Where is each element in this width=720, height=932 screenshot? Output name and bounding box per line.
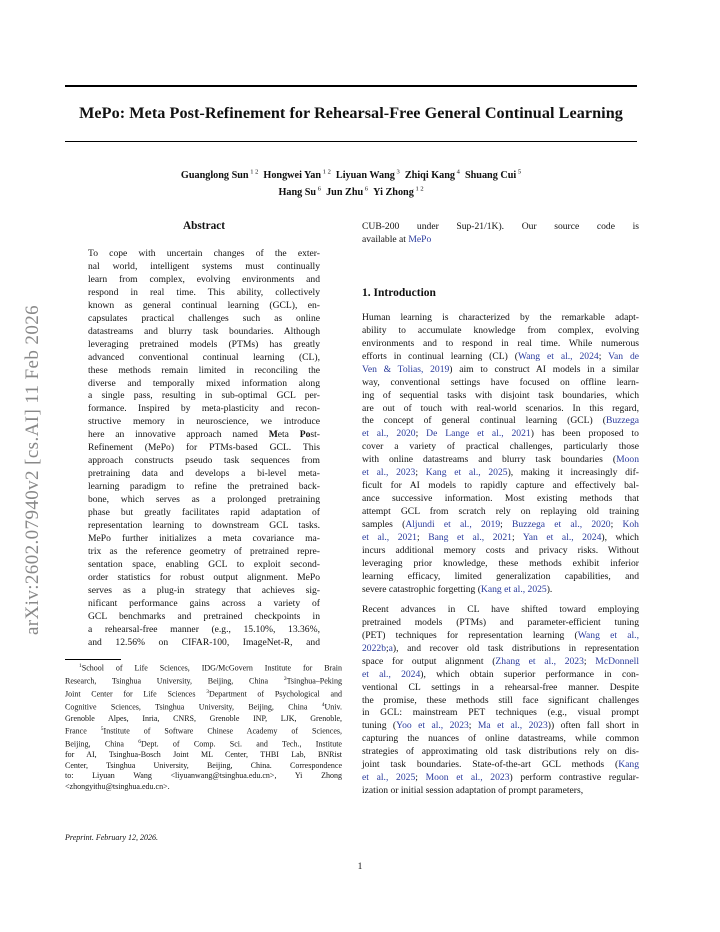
author-line-1 [120,166,582,182]
author-name: Yi Zhong $^{1 2}$ [373,185,424,198]
abstract-line: bone, which serves as a prolonged pretraining [88,494,320,506]
abstract-line: Refinement (MePo) for PTMs-based GCL. This [88,442,320,454]
citation-link[interactable]: Buzzega et al., 2020 [512,519,611,531]
introduction-line: Recent advances in CL have shifted toward employing [362,603,639,615]
abstract-line: representation learning to downstream GCL tasks. [88,520,320,532]
introduction-line: et al., 2020; De Lange et al., 2021) has been proposed to [362,428,639,440]
author-affiliation: 1 2 [321,169,331,176]
author-name: Shuang Cui $^5$ [464,169,522,182]
source-code-link[interactable]: MePo [408,233,432,245]
introduction-line: in GCL: mainstream PET techniques (e.g., visual prompt [362,707,639,719]
citation-link[interactable]: et al., 2024 [362,668,421,680]
citation-link[interactable]: et al., 2025 [362,772,416,784]
introduction-line: ficult for AI models to rapidly capture and effectively bal- [362,480,639,492]
introduction-line: cover a variety of practical challenges, particularly those [362,441,639,453]
citation-link[interactable]: Moon [616,454,639,466]
abstract-line: and 12.56% on CIFAR-100, ImageNet-R, and [88,636,320,648]
footnote-line: <zhongyithu@tsinghua.edu.cn>. [65,781,170,791]
introduction-line: samples (Aljundi et al., 2019; Buzzega et al., 2020; Koh [362,519,639,531]
abstract-line: these methods remain limited in reconciling the [88,364,320,376]
introduction-line: strategies of approximating old task distributions rely on dis- [362,746,639,758]
preprint-note: Preprint. February 12, 2026. [65,833,159,842]
introduction-line: (PET) techniques for representation learning (Wang et al., [362,629,639,641]
introduction-paragraph-1 [362,312,639,597]
introduction-line: leveraging prior knowledge, these methods exhibit inferior [362,557,639,569]
abstract-line: learning paradigm to refine the pretrained back- [88,481,320,493]
introduction-line: attempt GCL from scratch rely on replaying old training [362,506,639,518]
introduction-line: incurs additional memory costs and privacy risks. Without [362,545,639,557]
introduction-line: et al., 2024), which obtain superior performance in con- [362,668,639,680]
citation-link[interactable]: et al., 2023 [362,467,416,479]
introduction-line: ability to accumulate knowledge from complex, evolving [362,324,639,336]
citation-link[interactable]: Moon et al., 2023 [425,772,510,784]
citation-link[interactable]: McDonnell [595,655,639,667]
footnote-line: Joint Center for Life Sciences $^3$Department of Psychological and [65,689,342,699]
citation-link[interactable]: De Lange et al., 2021 [426,428,531,440]
introduction-line: the promise, these methods still face significant challenges [362,694,639,706]
introduction-line: et al., 2023; Kang et al., 2025), making it increasingly dif- [362,467,639,479]
author-line-2 [120,182,582,198]
abstract-continuation [362,221,639,247]
introduction-line: capturing the nuances of online datastreams, while common [362,733,639,745]
author-name: Liyuan Wang $^3$ [335,169,400,182]
introduction-line: ance successive information. Most existing methods that [362,493,639,505]
abstract-line: order statistics for robust output alignment. MePo [88,571,320,583]
citation-link[interactable]: Wang et al., [577,629,639,641]
abstract-line: available at MePo [362,233,432,245]
abstract-line: nificant performance gains across a variety of [88,597,320,609]
author-name: Jun Zhu $^6$ [326,185,369,198]
introduction-line: with online datastreams and blurry task boundaries (Moon [362,454,639,466]
citation-link[interactable]: Koh [622,519,639,531]
abstract-line: advanced conventional continual learning (CL), [88,351,320,363]
abstract-line: datastreams and blurry task boundaries. Although [88,325,320,337]
abstract-line: phase but greatly facilitates rapid adaptation of [88,507,320,519]
abstract-line: serves as a plug-in strategy that achieves sig- [88,584,320,596]
introduction-line: learning efficacy, limited generalization capabilities, and [362,570,639,582]
citation-link[interactable]: Ma et al., 2023 [477,720,548,732]
abstract-line: known as general continual learning (GCL), en- [88,299,320,311]
footnote-line: to: Liyuan Wang <liyuanwang@tsinghua.edu.cn>, Yi Zhong [65,771,342,781]
footnote-line: Research, Tsinghua University, Beijing, China $^2$Tsinghua–Peking [65,676,342,686]
abstract-line: To cope with uncertain changes of the exter- [88,248,320,259]
title-bottom-rule [65,141,637,142]
abstract-line: a single pass, resulting in sub-optimal GCL per- [88,390,320,402]
citation-link[interactable]: Aljundi et al., 2019 [405,519,501,531]
author-name: Guanglong Sun $^{1 2}$ [180,169,259,182]
introduction-line: efforts in continual learning (CL) (Wang et al., 2024; Van de [362,350,640,362]
title-top-rule [65,85,637,87]
citation-link[interactable]: Bang et al., 2021 [428,532,512,544]
author-affiliation: 1 2 [248,169,259,176]
introduction-line: pretrained models (PTMs) and parameter-efficient tuning [362,616,639,628]
right-column [362,221,639,798]
citation-link[interactable]: 2022b [362,642,386,654]
author-affiliation: 3 [394,169,400,176]
introduction-line: are out of touch with real-world scenarios. In this regard, [362,402,639,414]
abstract-line: capsulates practical challenges such as online [88,312,320,324]
abstract-line: approach constructs pseudo task sequences from [88,455,320,467]
introduction-line: Ven & Tolias, 2019) aim to construct AI models in a similar [362,363,639,375]
author-affiliation: 4 [455,169,460,176]
author-name: Zhiqi Kang $^4$ [404,169,460,182]
citation-link[interactable]: et al., 2021 [362,532,417,544]
footnote-line: Beijing, China $^6$Dept. of Comp. Sci. and Tech., Institute [65,739,342,749]
author-list [120,166,582,199]
introduction-line: the concept of general continual learning (GCL) (Buzzega [362,415,639,427]
citation-link[interactable]: Kang et al., 2025 [425,467,508,479]
abstract-line: pretraining data and develops a bi-level meta- [88,468,320,480]
author-affiliation: 6 [363,185,369,193]
abstract-line: CUB-200 under Sup-21/1K). Our source code is [362,221,639,232]
paper-title: MePo: Meta Post-Refinement for Rehearsal-Free General Continual Learning [79,104,623,122]
citation-link[interactable]: Van de [608,350,640,362]
arxiv-identifier-text: arXiv:2602.07940v2 [cs.AI] 11 Feb 2026 [22,304,43,636]
introduction-line: space for output alignment (Zhang et al., 2023; McDonnell [362,655,639,667]
author-affiliation: 6 [316,185,321,193]
citation-link[interactable]: Yan et al., 2024 [522,532,602,544]
abstract-line: diverse and temporally mixed information along [88,377,320,389]
citation-link[interactable]: Buzzega [605,415,639,427]
author-name: Hang Su $^6$ [278,185,321,198]
abstract-body [88,248,320,650]
citation-link[interactable]: Wang et al., 2024 [517,350,599,362]
introduction-line: ization or initial session adaptation of prompt parameters, [362,785,584,797]
author-name: Hongwei Yan $^{1 2}$ [263,169,331,182]
abstract-line: structive memory in neuroscience, we introduce [88,416,320,428]
introduction-line: severe catastrophic forgetting (Kang et al., 2025). [362,583,553,595]
citation-link[interactable]: Kang et al., 2025 [480,583,547,595]
citation-link[interactable]: Ven & Tolias, 2019 [362,363,450,375]
introduction-line: et al., 2025; Moon et al., 2023) perform contrastive regular- [362,772,639,784]
abstract-line: a rehearsal-free manner (e.g., 15.10%, 13.36%, [88,623,320,635]
abstract-line: learn from complex, evolving environments and [88,273,320,285]
footnote-line: Cognitive Sciences, Tsinghua University, Beijing, China $^4$Univ. [65,702,342,713]
citation-link[interactable]: Zhang et al., 2023 [495,655,584,667]
citation-link[interactable]: a [388,642,393,654]
citation-link[interactable]: Yoo et al., 2023 [396,720,469,732]
introduction-line: ing of sequential tasks with disjoint task boundaries, which [362,389,639,401]
abstract-line: formance. Inspired by meta-plasticity and recon- [88,403,320,415]
introduction-line: Human learning is characterized by the remarkable adapt- [362,311,639,323]
introduction-heading: 1. Introduction [362,286,436,299]
footnote-line: Grenoble Alpes, Inria, CNRS, Grenoble INP, LJK, Grenoble, [65,713,342,723]
introduction-line: joint task boundaries. State-of-the-art GCL methods (Kang [362,759,639,771]
abstract-line: GCL benchmarks and pretrained checkpoints in [88,610,320,622]
citation-link[interactable]: Kang [618,759,639,771]
footnote-line: France $^5$Institute of Software Chinese Academy of Sciences, [65,726,342,736]
introduction-line: way, conventional settings have focused on offline learn- [362,376,639,388]
introduction-line: tuning (Yoo et al., 2023; Ma et al., 2023)) often fall short in [362,720,639,732]
introduction-line: 2022b;a), and recover old task distributions in representation [362,642,639,654]
abstract-line: nal world, intelligent systems must continually [88,260,320,272]
footnote-rule [65,659,121,660]
author-affiliation: 1 2 [413,185,424,193]
arxiv-identifier-stamp [22,270,44,670]
introduction-line: et al., 2021; Bang et al., 2021; Yan et al., 2024), which [362,532,639,544]
abstract-line: here an innovative approach named Meta Post- [88,429,320,441]
abstract-heading: Abstract [182,220,226,232]
author-affiliation: 5 [516,169,522,176]
abstract-line: leveraging pretrained models (PTMs) has greatly [88,338,320,350]
introduction-paragraph-2 [362,604,639,798]
footnote-line: Center, Tsinghua University, Beijing, China. Correspondence [65,760,342,770]
footnote-line: $^1$School of Life Sciences, IDG/McGovern Institute for Brain [79,663,342,673]
page-number: 1 [357,862,363,872]
abstract-line: sentation space, enabling GCL to exploit second- [88,558,320,570]
introduction-line: environments and to respond in real time. While numerous [362,337,639,349]
affiliation-footnote [65,661,342,792]
abstract-line: respond in real time. This ability, collectively [88,286,320,298]
abstract-line: trix as the reference geometry of pretrained repre- [88,545,320,557]
citation-link[interactable]: et al., 2020 [362,428,416,440]
abstract-line: MePo further initializes a meta covariance ma- [88,532,320,544]
introduction-line: ventional CL settings in a rehearsal-free manner. Despite [362,681,639,693]
footnote-line: for AI, Tsinghua-Bosch Joint ML Center, THBI Lab, BNRist [65,750,342,760]
